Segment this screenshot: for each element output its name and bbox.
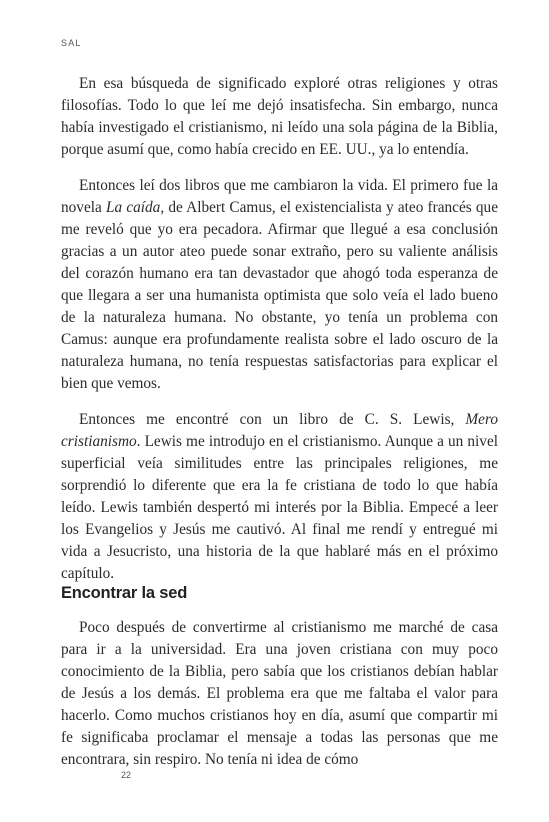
paragraph [61,409,498,585]
paragraph: En esa búsqueda de significado exploré otras religiones y otras filosofías. Todo lo que leí me dejó insatisfecha. Sin embargo, nunca había investigado el cristianismo, ni leído una sola página de la Biblia, porque asumí que, como había crecido en EE. UU., ya lo entendía. [61,75,498,158]
paragraph-text: Entonces me encontré con un libro de C. S. Lewis, [79,411,466,428]
paragraph [61,175,498,395]
running-head: SAL [61,38,82,48]
section-body-text [61,617,498,771]
page-number: 22 [121,770,132,780]
paragraph-text: . Lewis me introdujo en el cristianismo. Aunque a un nivel superficial veía similitudes entre las principales religiones, me sorprendió lo diferente que era la fe cristiana de todo lo que había leído. Lewis también despertó mi interés por la Biblia. Empecé a leer los Evangelios y Jesús me cautivó. Al final me rendí y entregué mi vida a Jesucristo, una historia de la que hablaré más en el próximo capítulo. [61,433,498,582]
section-heading: Encontrar la sed [61,584,188,602]
book-title: La caída [105,199,161,216]
book-title: Mero cristianismo [61,411,498,450]
paragraph-text: Entonces leí dos libros que me cambiaron la vida. El primero fue la novela [61,177,498,216]
paragraph-text: , de Albert Camus, el existencialista y ateo francés que me reveló que yo era pecadora. Afirmar que llegué a esa conclusión gracias a un autor ateo puede sonar extraño, pero su valiente análisis del corazón humano era tan devastador que ahogó toda esperanza de que llegara a ser una humanista optimista que solo veía el lado bueno de la naturaleza humana. No obstante, yo tenía un problema con Camus: aunque era profundamente realista sobre el lado oscuro de la naturaleza humana, no tenía respuestas satisfactorias para explicar el bien que vemos. [61,199,498,392]
paragraph: Poco después de convertirme al cristianismo me marché de casa para ir a la universidad. Era una joven cristiana con muy poco conocimiento de la Biblia, pero sabía que los cristianos debían hablar de Jesús a los demás. El problema era que me faltaba el valor para hacerlo. Como muchos cristianos hoy en día, asumí que compartir mi fe significaba proclamar el mensaje a todas las personas que me encontrara, sin respiro. No tenía ni idea de cómo [61,619,498,768]
body-text [61,73,498,585]
